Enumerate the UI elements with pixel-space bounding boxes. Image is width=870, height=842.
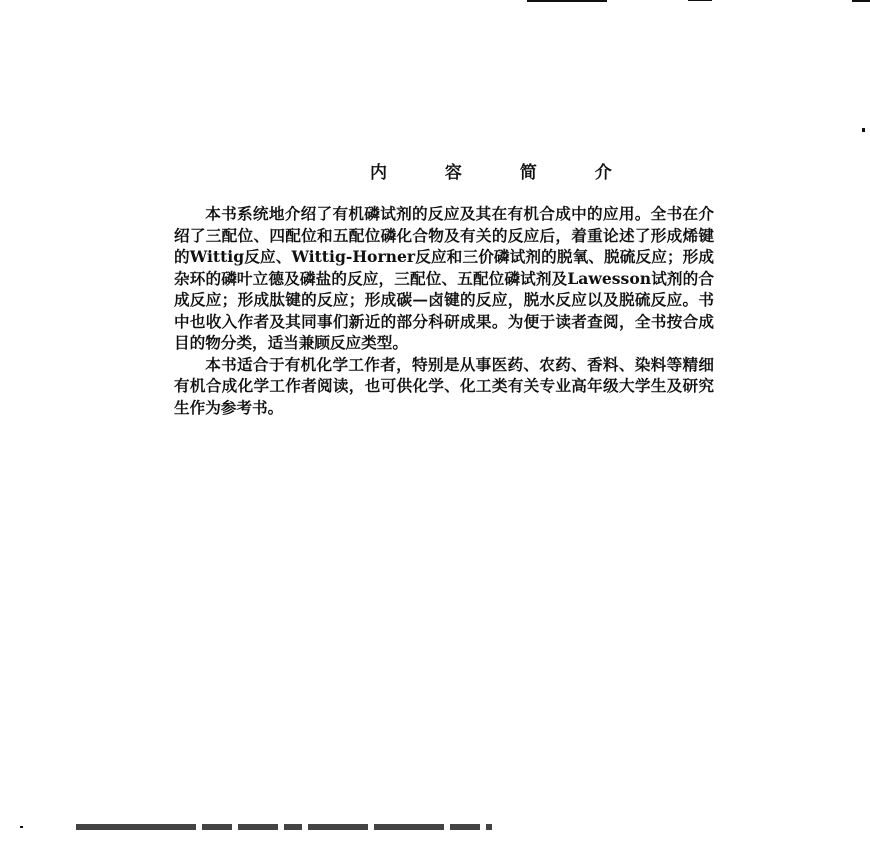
scan-artifact-segment [486,824,492,830]
scan-artifact-right [862,128,865,132]
scan-artifact-top [688,0,712,1]
scan-artifact-bottom-strip [76,823,492,831]
scan-artifact-bottom-dot [20,826,23,828]
scan-artifact-segment [284,824,302,830]
scan-artifact-segment [238,824,278,830]
scan-artifact-segment [374,824,444,830]
paragraph: 本书适合于有机化学工作者，特别是从事医药、农药、香料、染料等精细有机合成化学工作者阅读，也可供化学、化工类有关专业高年级大学生及研究生作为参考书。 [174,354,714,417]
page-title: 内 容 简 介 [370,163,638,183]
scan-artifact-top [527,0,607,2]
scan-artifact-segment [202,824,232,830]
scan-artifact-segment [76,824,196,830]
paragraph: 本书系统地介绍了有机磷试剂的反应及其在有机合成中的应用。全书在介绍了三配位、四配位和五配位磷化合物及有关的反应后，着重论述了形成烯键的Wittig反应、Wittig-Horner反应和三价磷试剂的脱氧、脱硫反应；形成杂环的磷叶立德及磷盐的反应，三配位、五配位磷试剂及Lawesson试剂的合成反应；形成肽键的反应；形成碳—卤键的反应，脱水反应以及脱硫反应。书中也收入作者及其同事们新近的部分科研成果。为便于读者查阅，全书按合成目的物分类，适当兼顾反应类型。 [174,204,714,352]
body-text [174,203,714,418]
scan-artifact-segment [450,824,480,830]
scan-artifact-top [852,0,870,2]
scan-artifact-segment [308,824,368,830]
